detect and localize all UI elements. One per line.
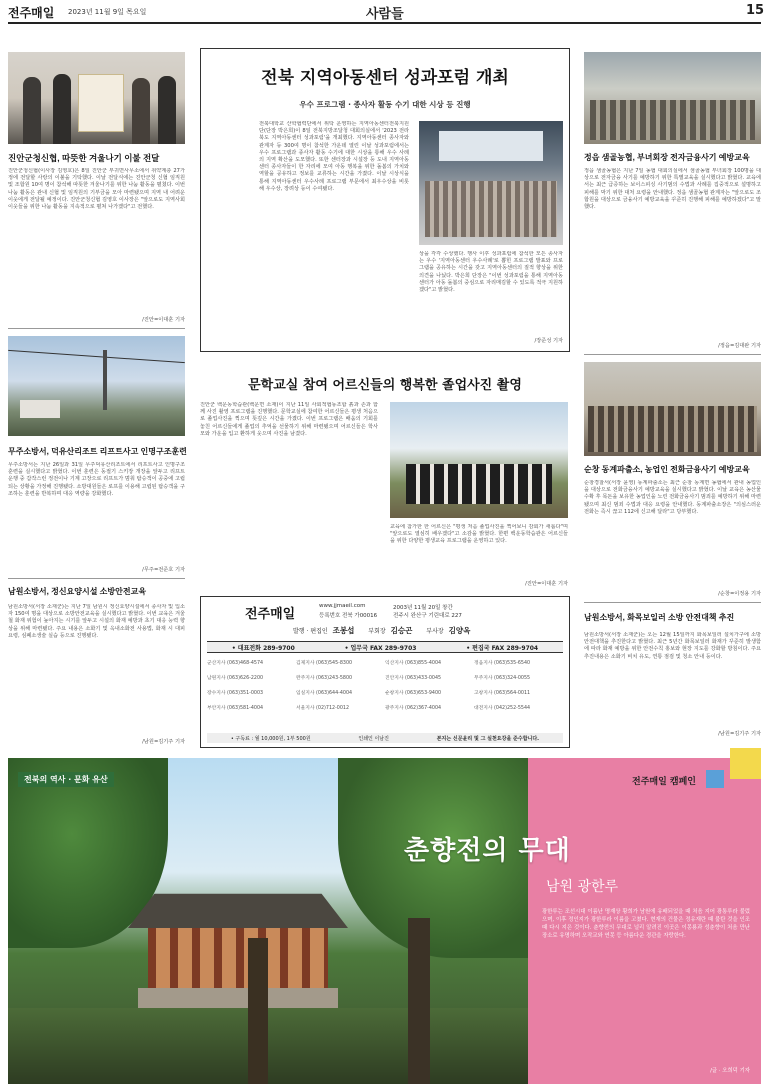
photo-pavilion-body bbox=[148, 928, 328, 988]
photo-pavilion-roof bbox=[128, 890, 348, 928]
bureau-entry: 광주지사 (062)367-4004 bbox=[385, 706, 442, 711]
photo-person bbox=[132, 78, 150, 144]
staff-name: 조봉섭 bbox=[332, 626, 355, 635]
article-byline: /남원=김기주 기자 bbox=[142, 739, 185, 745]
article-body: 정읍 샘골농협은 지난 7일 농협 대회의실에서 샘골농협 부녀회장 100명을 대상으로 전자금융 사기를 예방하기 위한 특별교육을 실시했다고 밝혔다. 교육에서는 최근 급증하는 보이스피싱 사기범의 수법과 사례를 집중적으로 설명하고 피해를 막기 위한 대처 요령을 안내했다. 정읍 샘골농협 관계자는 "앞으로도 조합원을 대상으로 금융사기 예방교육을 꾸준히 진행해 피해를 예방하겠다"고 말했다. bbox=[584, 168, 761, 211]
photo-person bbox=[158, 76, 176, 144]
masthead-founded: 2003년 11월 20일 창간 bbox=[393, 605, 453, 611]
fax-item: • 편집국 FAX 289-9704 bbox=[466, 644, 539, 652]
article-headline: 순창 동계파출소, 농업인 전화금융사기 예방교육 bbox=[584, 465, 750, 474]
article-photo-suncheon bbox=[584, 362, 761, 456]
divider bbox=[584, 354, 761, 355]
staff-role: 부회장 bbox=[368, 628, 386, 635]
photo-audience bbox=[425, 181, 557, 237]
article-photo-sangol bbox=[584, 52, 761, 144]
bureau-entry: 임실지사 (063)644-4004 bbox=[296, 691, 353, 696]
photo-stage-screen bbox=[439, 131, 543, 161]
photo-audience bbox=[588, 406, 757, 452]
bureau-entry: 정읍지사 (063)535-6540 bbox=[474, 661, 531, 666]
school-headline: 문학교실 참여 어르신들의 행복한 졸업사진 촬영 bbox=[248, 378, 522, 393]
article-byline: /진안=이대훈 기자 bbox=[142, 317, 185, 323]
divider bbox=[8, 328, 185, 329]
main-headline: 전북 지역아동센터 성과포럼 개최 bbox=[261, 68, 509, 88]
main-article-body-2: 상을 각각 수상했다. 행사 이후 성과포럼에 참석한 모든 종사자는 우수 '지역아동센터 우수사례'로 뽑힌 프로그램 발표와 프로그램을 공유하는 시간을 갖고 지역아동센터의 질적 향상을 위한 의견을 나눴다. 박은희 단장은 "이번 성과포럼을 통해 지역아동센터가 아동 돌봄의 중심으로 자리매김할 수 있도록 적극 지원하겠다"고 밝혔다. bbox=[419, 251, 563, 294]
bureau-entry: 익산지사 (063)855-4004 bbox=[385, 661, 442, 666]
main-article-photo bbox=[419, 121, 563, 245]
campaign-yellow-square bbox=[730, 748, 761, 779]
article-headline: 진안군청신협, 따뜻한 겨울나기 이불 전달 bbox=[8, 153, 160, 163]
page-header bbox=[0, 0, 769, 24]
staff-role: 부사장 bbox=[426, 628, 444, 635]
school-byline: /진안=이대훈 기자 bbox=[525, 581, 568, 587]
page-number: 15 bbox=[746, 3, 765, 18]
article-byline: /무주=전준호 기자 bbox=[142, 567, 185, 573]
photo-tree-trunk bbox=[408, 918, 430, 1084]
campaign-credit: /글 · 오희덕 기자 bbox=[710, 1068, 750, 1074]
masthead-address: 전주시 완산구 기린대로 227 bbox=[393, 613, 462, 619]
article-body: 남원소방서(서장 소재군)는 지난 7일 남원시 정신요양시설에서 종사자 및 입소자 150여 명을 대상으로 소방안전교육을 실시했다고 밝혔다. 이번 교육은 겨울철 화재 위험이 높아지는 시기를 앞두고 시설의 화재 예방과 초기 대응 능력 향상을 위해 마련됐다. 주요 내용은 소화기 및 옥내소화전 사용법, 화재 시 대피 요령, 심폐소생술 실습 등으로 진행됐다. bbox=[8, 604, 185, 639]
bureau-entry: 대전지사 (042)252-5544 bbox=[474, 706, 531, 711]
bureau-entry: 순창지사 (063)653-9400 bbox=[385, 691, 442, 696]
divider bbox=[584, 602, 761, 603]
bureau-entry: 완주지사 (063)243-5800 bbox=[296, 676, 353, 681]
notice-subscription: • 구독료 : 월 10,000원, 1부 500원 bbox=[230, 735, 311, 742]
article-photo-lift bbox=[8, 336, 185, 436]
photo-ground bbox=[8, 1008, 528, 1084]
campaign-title: 춘향전의 무대 bbox=[404, 836, 571, 866]
photo-person bbox=[23, 77, 41, 144]
main-article-body: 전북대학교 산학협력단에서 위탁 운영하는 지역아동센터전북지원단(단장 박은희)이 8일 전북지방조달청 대회의실에서 '2023 전라북도 지역아동센터 성과포럼'을 개최했다. 지역아동센터 종사자와 관계자 등 300여 명이 참석한 가운데 열린 이날 성과포럼에서는 우수 프로그램과 종사자 활동 수기에 대한 시상을 통해 우수 사례의 지역 확산을 도모했다. 또한 센터장과 시설장 등 도내 지역아동센터 종사자들이 한 자리에 모여 아동 행복을 위한 돌봄의 가치와 역할을 공유하고 정보를 교류하는 시간을 가졌다. 이날 시상식을 통해 지역아동센터 우수사례 프로그램 부문에서 최우수상을 비롯해 우수상, 장려상 등이 수여됐다. bbox=[259, 121, 409, 192]
bureau-entry: 고창지사 (063)564-0011 bbox=[474, 691, 531, 696]
bureau-entry: 군산지사 (063)468-4574 bbox=[207, 661, 264, 666]
bureau-entry: 김제지사 (063)545-8300 bbox=[296, 661, 353, 666]
photo-stone-base bbox=[138, 988, 338, 1008]
masthead-notice-bar bbox=[207, 733, 563, 743]
fax-item: • 업무국 FAX 289-9703 bbox=[344, 644, 417, 652]
photo-building bbox=[20, 400, 60, 418]
campaign-kicker bbox=[18, 772, 114, 787]
photo-graduates bbox=[406, 464, 552, 504]
campaign-body: 광한루는 조선시대 이름난 명재상 황희가 남원에 유배되었을 때 처음 지어 광통루라 불렀으며, 이후 정인지가 광한루라 이름을 고쳤다. 현재의 건물은 정유재란 때 불탄 것을 인조 때 다시 지은 것이다. 춘향전의 무대로 널리 알려진 이곳은 이몽룡과 성춘향이 처음 만난 장소로 유명하며 오작교와 연못 등 아름다운 경관을 자랑한다. bbox=[542, 909, 750, 939]
campaign-blue-square bbox=[706, 770, 724, 788]
staff-name: 김승곤 bbox=[390, 626, 413, 635]
masthead-name: 전주매일 bbox=[245, 606, 296, 621]
header-brand: 전주매일 bbox=[8, 6, 55, 20]
main-article-box bbox=[200, 48, 570, 352]
masthead-bureaus bbox=[207, 659, 563, 727]
bureau-entry: 부안지사 (063)581-4004 bbox=[207, 706, 264, 711]
masthead-fax-bar bbox=[207, 641, 563, 653]
article-body: 순창경찰서(서장 윤영) 동계파출소는 최근 순창 동계면 농협에서 관내 농업인을 대상으로 전화금융사기 예방교육을 실시했다고 밝혔다. 이날 교육은 농산물 수확 후 목돈을 보유한 농업인을 노린 전화금융사기 범죄를 예방하기 위해 마련됐으며 최신 범죄 수법과 대응 요령을 안내했다. 동계파출소장은 "의심스러운 전화는 즉시 끊고 112에 신고해 달라"고 당부했다. bbox=[584, 480, 761, 515]
bureau-entry: 남원지사 (063)626-2200 bbox=[207, 676, 264, 681]
photo-tree-trunk bbox=[248, 938, 268, 1084]
article-headline: 남원소방서, 정신요양시설 소방안전교육 bbox=[8, 587, 147, 596]
photo-seats bbox=[590, 100, 755, 140]
main-subheadline: 우수 프로그램 · 종사자 활동 수기 대한 시상 등 진행 bbox=[299, 100, 471, 109]
article-byline: /남원=김기주 기자 bbox=[718, 731, 761, 737]
masthead-website: www.jjmaeil.com bbox=[319, 603, 366, 609]
article-headline: 남원소방서, 화목보일러 소방 안전대책 추진 bbox=[584, 613, 735, 622]
campaign-subtitle: 남원 광한루 bbox=[546, 879, 619, 895]
masthead-box bbox=[200, 596, 570, 748]
article-headline: 무주소방서, 덕유산리조트 리프트사고 인명구조훈련 bbox=[8, 447, 187, 456]
fax-item: • 대표전화 289-9700 bbox=[231, 644, 295, 652]
staff-role: 발행 · 편집인 bbox=[293, 628, 328, 635]
header-section: 사람들 bbox=[366, 7, 404, 22]
photo-banner bbox=[78, 74, 124, 132]
photo-cable bbox=[8, 350, 185, 363]
article-body: 무주소방서는 지난 26일과 31일 무주덕유산리조트에서 리프트사고 인명구조훈련을 실시했다고 밝혔다. 이번 훈련은 동절기 스키장 개장을 앞두고 리프트 운행 중 갑작스런 정전이나 기계 고장으로 리프트가 멈춰 탑승객이 공중에 고립되는 상황을 가정해 진행됐다. 소방대원들은 로프를 이용해 고립된 탑승객을 구조하는 훈련을 반복하며 대응 역량을 강화했다. bbox=[8, 462, 185, 497]
header-rule bbox=[8, 22, 761, 24]
bureau-entry: 무주지사 (063)324-0055 bbox=[474, 676, 531, 681]
masthead-staff bbox=[293, 625, 563, 635]
masthead-reg: 등록번호 전북 가00016 bbox=[319, 613, 378, 619]
notice-printer: 인쇄인 이남진 bbox=[358, 735, 389, 742]
article-body: 남원소방서(서장 소재군)는 오는 12월 15일까지 화목보일러 설치가구에 소방 안전대책을 추진한다고 밝혔다. 최근 5년간 화목보일러 화재가 꾸준히 발생함에 따라 화재 예방을 위한 안전수칙 홍보와 현장 지도를 강화할 방침이다. 주요 추진내용은 소화기 비치 유도, 연통 점검 및 청소 안내 등이다. bbox=[584, 632, 761, 660]
staff-name: 김양옥 bbox=[448, 626, 471, 635]
school-article-body-2: 교육에 참가한 한 어르신은 "평생 처음 졸업사진을 찍어보니 감회가 새롭다"며 "앞으로도 열심히 배우겠다"고 소감을 밝혔다. 한편 백운동학습관은 어르신들을 위한 다양한 평생교육 프로그램을 운영하고 있다. bbox=[390, 524, 568, 545]
notice-ethics: 본지는 신문윤리 및 그 실천요강을 준수합니다. bbox=[436, 735, 540, 742]
campaign-kicker-text: 전북의 역사 · 문화 유산 bbox=[24, 775, 108, 784]
campaign-photo bbox=[8, 758, 528, 1084]
header-date: 2023년 11월 9일 목요일 bbox=[68, 8, 147, 16]
article-body: 진안군청신협(이사장 김영호)은 8일 진안군 부귀면사무소에서 취약계층 27가정에 전달할 사랑의 이불을 기탁했다. 이날 전달식에는 진안군청 신협 임직원 및 조합원 10여 명이 참석해 따뜻한 겨울나기를 위한 나눔 활동을 펼쳤다. 이번 나눔 활동은 관내 신협 및 임직원의 기부금을 모아 마련됐으며 지역 내 어려운 이웃에게 전달될 예정이다. 진안군청신협 김영호 이사장은 "앞으로도 지역사회 이웃들을 위한 나눔 활동을 지속적으로 펼쳐 나가겠다"고 전했다. bbox=[8, 168, 185, 211]
bureau-entry: 서울지사 (02)712-0012 bbox=[296, 706, 350, 711]
school-article-body: 진안군 백운동학습관(백운면 소재)이 지난 11일 사회적협동조합 흙과 손과 함께 사진 촬영 프로그램을 진행했다. 문학교실에 참여한 어르신들은 평생 처음으로 졸업사진을 찍으며 뜻깊은 시간을 가졌다. 이번 프로그램은 배움의 기회를 놓친 어르신들에게 졸업의 추억을 선물하기 위해 마련됐으며 어르신들은 학사모와 가운을 입고 환하게 웃으며 사진을 남겼다. bbox=[200, 402, 378, 437]
article-headline: 정읍 샘골농협, 부녀회장 전자금융사기 예방교육 bbox=[584, 153, 750, 162]
divider bbox=[8, 578, 185, 579]
school-article-photo bbox=[390, 402, 568, 518]
campaign-label: 전주매일 캠페인 bbox=[632, 777, 696, 787]
bureau-entry: 장수지사 (063)351-0003 bbox=[207, 691, 264, 696]
photo-lift-tower bbox=[103, 350, 107, 410]
campaign-banner bbox=[8, 748, 761, 1084]
main-byline: /장준성 기자 bbox=[534, 338, 563, 344]
photo-person bbox=[53, 74, 71, 144]
article-byline: /순창=이정용 기자 bbox=[718, 591, 761, 597]
article-byline: /정읍=김대완 기자 bbox=[718, 343, 761, 349]
bureau-entry: 진안지사 (063)433-0045 bbox=[385, 676, 442, 681]
article-photo-shinhyup bbox=[8, 52, 185, 144]
